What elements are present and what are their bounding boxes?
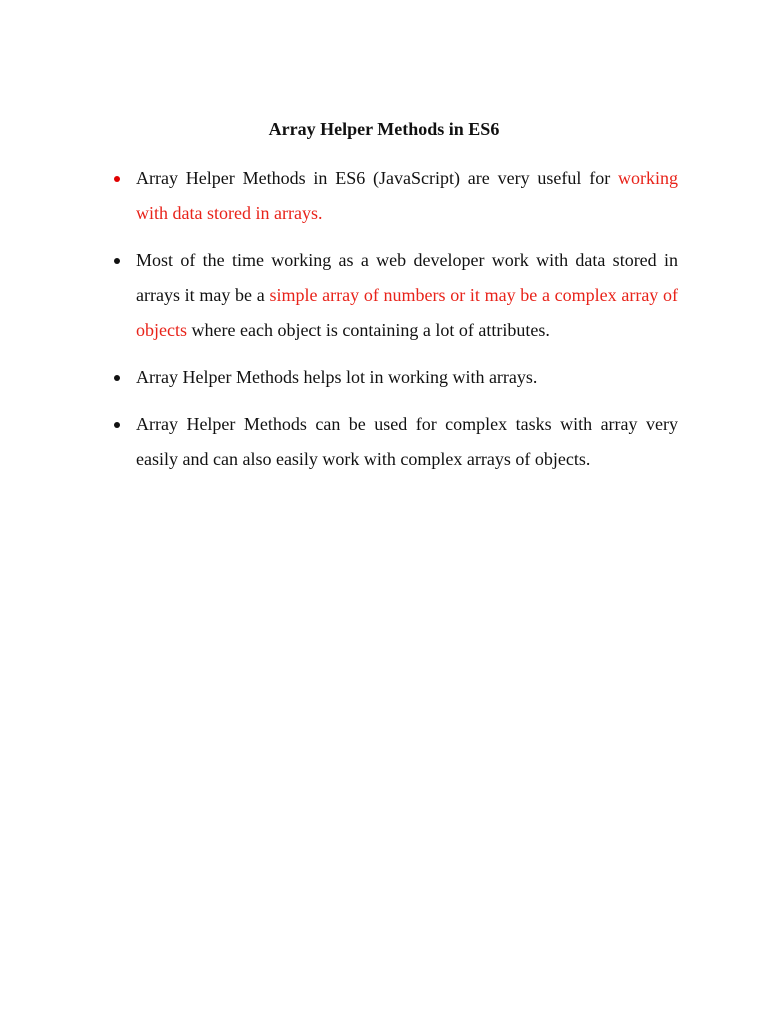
bullet-2-text-start: Most of the time working as a web developer work with data stored in arrays it may be a bbox=[136, 250, 678, 305]
bullet-item-1 bbox=[112, 161, 678, 231]
bullet-4-text: Array Helper Methods can be used for complex tasks with array very easily and can also easily work with complex arrays of objects. bbox=[136, 414, 678, 469]
bullet-item-3 bbox=[112, 360, 678, 395]
bullet-item-2 bbox=[112, 243, 678, 348]
bullet-2-highlight: simple array of numbers or it may be a complex array of objects bbox=[136, 285, 678, 340]
bullet-2-text-end: where each object is containing a lot of attributes. bbox=[187, 320, 550, 340]
bullet-1-text: Array Helper Methods in ES6 (JavaScript) are very useful for bbox=[136, 168, 618, 188]
document-title: Array Helper Methods in ES6 bbox=[268, 119, 500, 139]
bullet-1-highlight: working with data stored in arrays. bbox=[136, 168, 678, 223]
bullet-item-4 bbox=[112, 407, 678, 477]
bullet-3-text: Array Helper Methods helps lot in working with arrays. bbox=[136, 367, 538, 387]
bullet-list bbox=[112, 161, 678, 489]
